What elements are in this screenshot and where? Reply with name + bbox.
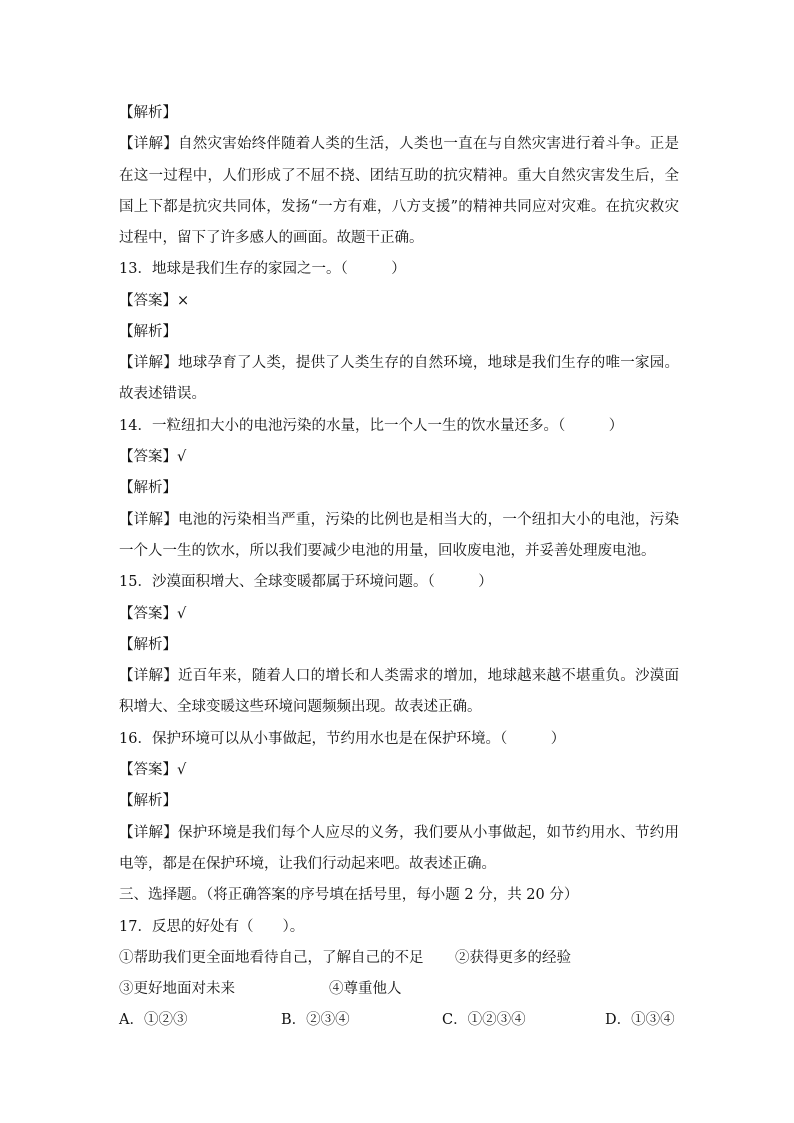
q17-option-d: D．①③④ (605, 1012, 675, 1029)
q13-analysis: 【解析】 (119, 323, 177, 340)
q15-analysis: 【解析】 (119, 636, 177, 653)
q16-answer: 【答案】√ (119, 762, 187, 779)
q17-item-1: ①帮助我们更全面地看待自己，了解自己的不足 (119, 949, 424, 966)
q14-question: 14．一粒纽扣大小的电池污染的水量，比一个人一生的饮水量还多。（ ） (119, 417, 624, 434)
q17-item-4: ④尊重他人 (329, 981, 402, 998)
q16-question: 16．保护环境可以从小事做起，节约用水也是在保护环境。（ ） (119, 730, 566, 747)
q13-detail: 【详解】地球孕育了人类，提供了人类生存的自然环境，地球是我们生存的唯一家园。故表述错误。 (119, 355, 679, 403)
q16-detail: 【详解】保护环境是我们每个人应尽的义务，我们要从小事做起，如节约用水、节约用电等，都是在保护环境，让我们行动起来吧。故表述正确。 (119, 824, 679, 872)
q17-options (119, 1005, 679, 1036)
q14-analysis: 【解析】 (119, 480, 177, 497)
q17-item-2: ②获得更多的经验 (455, 949, 571, 966)
q17-item-3: ③更好地面对未来 (119, 981, 235, 998)
q17-option-a: A．①②③ (119, 1012, 188, 1029)
q12-detail: 【详解】自然灾害始终伴随着人类的生活，人类也一直在与自然灾害进行着斗争。正是在这一过程中，人们形成了不屈不挠、团结互助的抗灾精神。重大自然灾害发生后，全国上下都是抗灾共同体，发扬“一方有难，八方支援”的精神共同应对灾难。在抗灾救灾过程中，留下了许多感人的画面。故题干正确。 (119, 136, 679, 247)
q14-answer: 【答案】√ (119, 449, 187, 466)
page-content (119, 98, 679, 1037)
q15-answer: 【答案】√ (119, 605, 187, 622)
q13-answer: 【答案】× (119, 292, 190, 309)
q17-items-row-2 (119, 974, 679, 1005)
q14-detail: 【详解】电池的污染相当严重，污染的比例也是相当大的，一个纽扣大小的电池，污染一个人一生的饮水，所以我们要减少电池的用量，回收废电池，并妥善处理废电池。 (119, 511, 679, 559)
section-heading: 三、选择题。（将正确答案的序号填在括号里，每小题 2 分，共 20 分） (119, 887, 579, 904)
q13-question: 13．地球是我们生存的家园之一。（ ） (119, 261, 406, 278)
q17-option-c: C．①②③④ (442, 1012, 526, 1029)
q17-question: 17．反思的好处有（ ）。 (119, 918, 305, 935)
q16-analysis: 【解析】 (119, 793, 177, 810)
q17-items-row-1 (119, 943, 679, 974)
q17-option-b: B．②③④ (281, 1012, 350, 1029)
q15-detail: 【详解】近百年来，随着人口的增长和人类需求的增加，地球越来越不堪重负。沙漠面积增大、全球变暖这些环境问题频频出现。故表述正确。 (119, 668, 679, 716)
q15-question: 15．沙漠面积增大、全球变暖都属于环境问题。（ ） (119, 574, 493, 591)
q12-analysis: 【解析】 (119, 105, 177, 121)
